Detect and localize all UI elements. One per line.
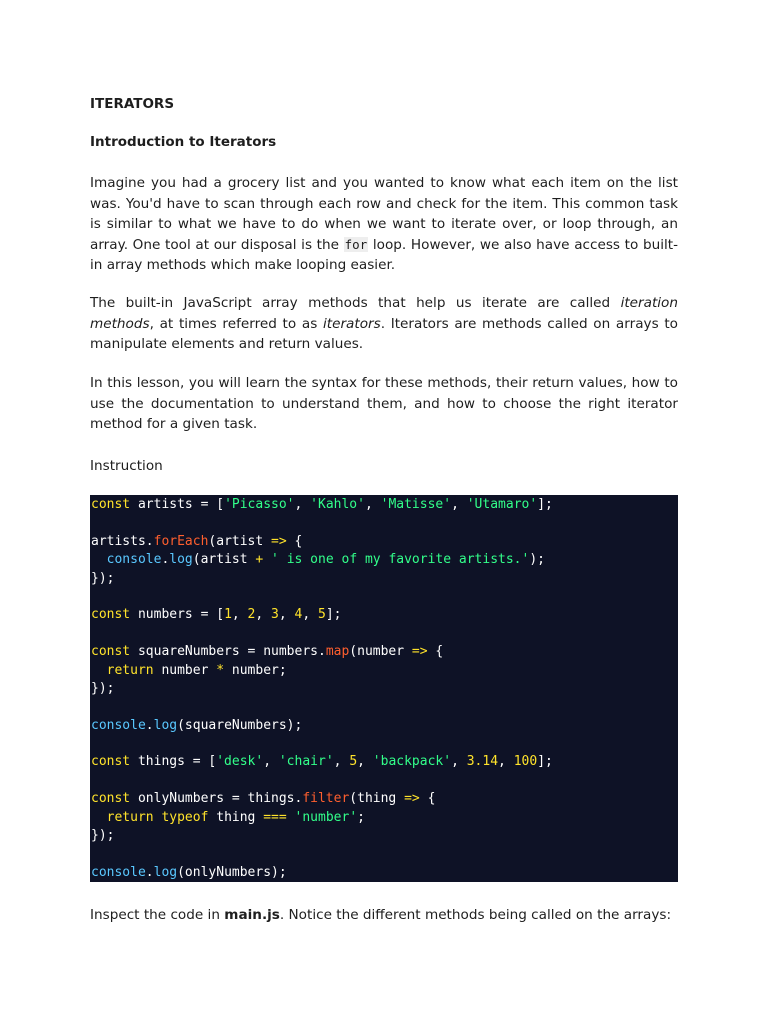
code-token: *: [216, 662, 225, 678]
code-line: [90, 809, 678, 827]
code-token: ];: [537, 497, 553, 512]
code-token: typeof: [161, 809, 209, 825]
code-token: (artist: [208, 533, 272, 549]
code-token: 'Matisse': [380, 497, 452, 512]
code-token: ,: [451, 754, 467, 770]
code-token: ,: [364, 497, 381, 512]
code-token: [91, 810, 107, 825]
page-title: ITERATORS: [90, 96, 175, 112]
intro-text-cont: loop. However, we also have access to built-in array methods which make looping easier.: [90, 236, 678, 273]
inspect-text-cont: . Notice the different methods being called on the arrays:: [279, 907, 672, 923]
code-token: ,: [263, 754, 279, 770]
code-token: ,: [451, 497, 467, 512]
code-token: artists.: [91, 533, 154, 549]
intro-paragraph: [90, 173, 678, 276]
code-token: {: [427, 644, 444, 660]
code-token: 'Utamaro': [466, 497, 538, 512]
code-token: =>: [271, 533, 287, 549]
code-token: 'Picasso': [224, 497, 295, 512]
code-line: [90, 717, 678, 735]
code-token: [263, 552, 271, 567]
code-token: 3.14: [466, 754, 499, 770]
code-token: ,: [357, 754, 373, 770]
code-line: [90, 496, 678, 514]
instruction-label: Instruction: [90, 458, 163, 474]
code-line: [90, 551, 678, 569]
code-token: squareNumbers = numbers.: [130, 644, 326, 660]
code-line: [90, 533, 678, 551]
code-token: number;: [224, 662, 287, 678]
code-line: [90, 864, 678, 882]
inspect-text: Inspect the code in: [90, 907, 225, 923]
code-token: const: [91, 607, 131, 623]
code-token: );: [529, 552, 545, 568]
code-token: ,: [255, 607, 272, 623]
code-token: const: [91, 644, 131, 660]
main-js-filename: main.js: [224, 907, 280, 923]
code-line: [90, 772, 678, 790]
code-token: onlyNumbers = things.: [130, 791, 303, 807]
code-token: .: [161, 552, 170, 568]
code-token: numbers = [: [130, 607, 225, 623]
code-token: .: [145, 717, 154, 733]
code-line: [90, 606, 678, 624]
code-token: const: [91, 754, 131, 770]
code-token: (artist: [192, 552, 256, 568]
code-line: [90, 570, 678, 588]
code-line: [90, 514, 678, 532]
code-token: ===: [263, 809, 287, 825]
iteration-methods-term: iteration methods: [90, 295, 678, 332]
code-token: (thing: [349, 791, 405, 807]
code-line: [90, 588, 678, 606]
code-token: });: [91, 570, 115, 586]
code-token: [91, 663, 107, 678]
code-token: ;: [357, 809, 365, 825]
code-token: artists = [: [130, 497, 225, 512]
code-token: ,: [231, 607, 248, 623]
code-token: 'Kahlo': [310, 497, 365, 512]
iter-text-2: , at times referred to as: [149, 315, 323, 332]
inline-code-for: for: [344, 236, 368, 252]
code-token: });: [91, 680, 115, 696]
code-token: forEach: [153, 533, 209, 549]
code-token: 100: [513, 754, 538, 770]
code-token: ,: [302, 607, 318, 623]
code-line: [90, 790, 678, 808]
code-token: thing: [208, 809, 264, 825]
code-token: 3: [271, 607, 279, 623]
code-token: things = [: [130, 754, 217, 770]
code-token: 2: [247, 607, 256, 623]
code-token: {: [286, 533, 303, 549]
code-token: filter: [302, 791, 350, 807]
code-token: console: [91, 864, 146, 880]
code-line: [90, 827, 678, 845]
code-token: ,: [278, 607, 295, 623]
code-token: number: [153, 662, 217, 678]
code-token: return: [106, 809, 154, 825]
code-line: [90, 698, 678, 716]
code-token: log: [153, 717, 178, 733]
iter-text-3: . Iterators are methods called on arrays to manipulate elements and return values.: [90, 315, 678, 352]
code-token: log: [169, 552, 193, 568]
code-token: console: [106, 552, 162, 568]
code-token: ];: [537, 754, 553, 770]
code-token: log: [153, 864, 178, 880]
code-token: 'desk': [216, 754, 264, 770]
code-token: +: [255, 552, 264, 568]
code-block: [90, 495, 678, 882]
lesson-paragraph: In this lesson, you will learn the syntax for these methods, their return values, how to use the documentation to understand them, and how to choose the right iterator method for a given task.: [90, 375, 678, 432]
code-line: [90, 845, 678, 863]
code-line: [90, 735, 678, 753]
code-token: ,: [498, 754, 514, 770]
code-token: {: [419, 791, 436, 807]
code-token: (squareNumbers);: [177, 717, 303, 733]
code-token: =>: [411, 644, 428, 660]
intro-text: Imagine you had a grocery list and you wanted to know what each item on the list was. You'd have to scan through each row and check for the item. This common task is similar to what we have to do when we want to iterate over, or loop through, an array. One tool at our disposal is the: [90, 175, 678, 253]
code-line: [90, 625, 678, 643]
code-token: 1: [224, 607, 232, 623]
code-token: 5: [349, 754, 358, 770]
iterators-term: iterators: [322, 315, 381, 332]
inspect-paragraph: [90, 905, 678, 926]
code-token: [91, 552, 107, 567]
code-line: [90, 680, 678, 698]
code-token: ,: [294, 497, 311, 512]
code-token: ];: [325, 607, 342, 623]
code-token: ,: [333, 754, 350, 770]
code-token: 'chair': [278, 754, 334, 770]
code-token: return: [106, 662, 154, 678]
code-token: const: [91, 497, 131, 512]
code-token: (onlyNumbers);: [177, 864, 287, 880]
code-token: .: [145, 864, 154, 880]
code-token: const: [91, 791, 131, 807]
code-token: [287, 810, 295, 825]
code-line: [90, 753, 678, 771]
code-token: 4: [294, 607, 303, 623]
section-title: Introduction to Iterators: [90, 134, 277, 150]
code-token: 'backpack': [372, 754, 452, 770]
code-line: [90, 662, 678, 680]
code-token: console: [91, 717, 146, 733]
code-token: });: [91, 828, 115, 844]
code-token: map: [325, 644, 350, 660]
code-token: (number: [349, 644, 412, 660]
code-token: 5: [318, 607, 326, 623]
code-line: [90, 643, 678, 661]
iterators-paragraph: [90, 293, 678, 355]
code-token: =>: [404, 791, 420, 807]
code-token: ' is one of my favorite artists.': [271, 552, 530, 568]
code-token: 'number': [294, 809, 358, 825]
iter-text-1: The built-in JavaScript array methods that help us iterate are called: [90, 295, 621, 311]
